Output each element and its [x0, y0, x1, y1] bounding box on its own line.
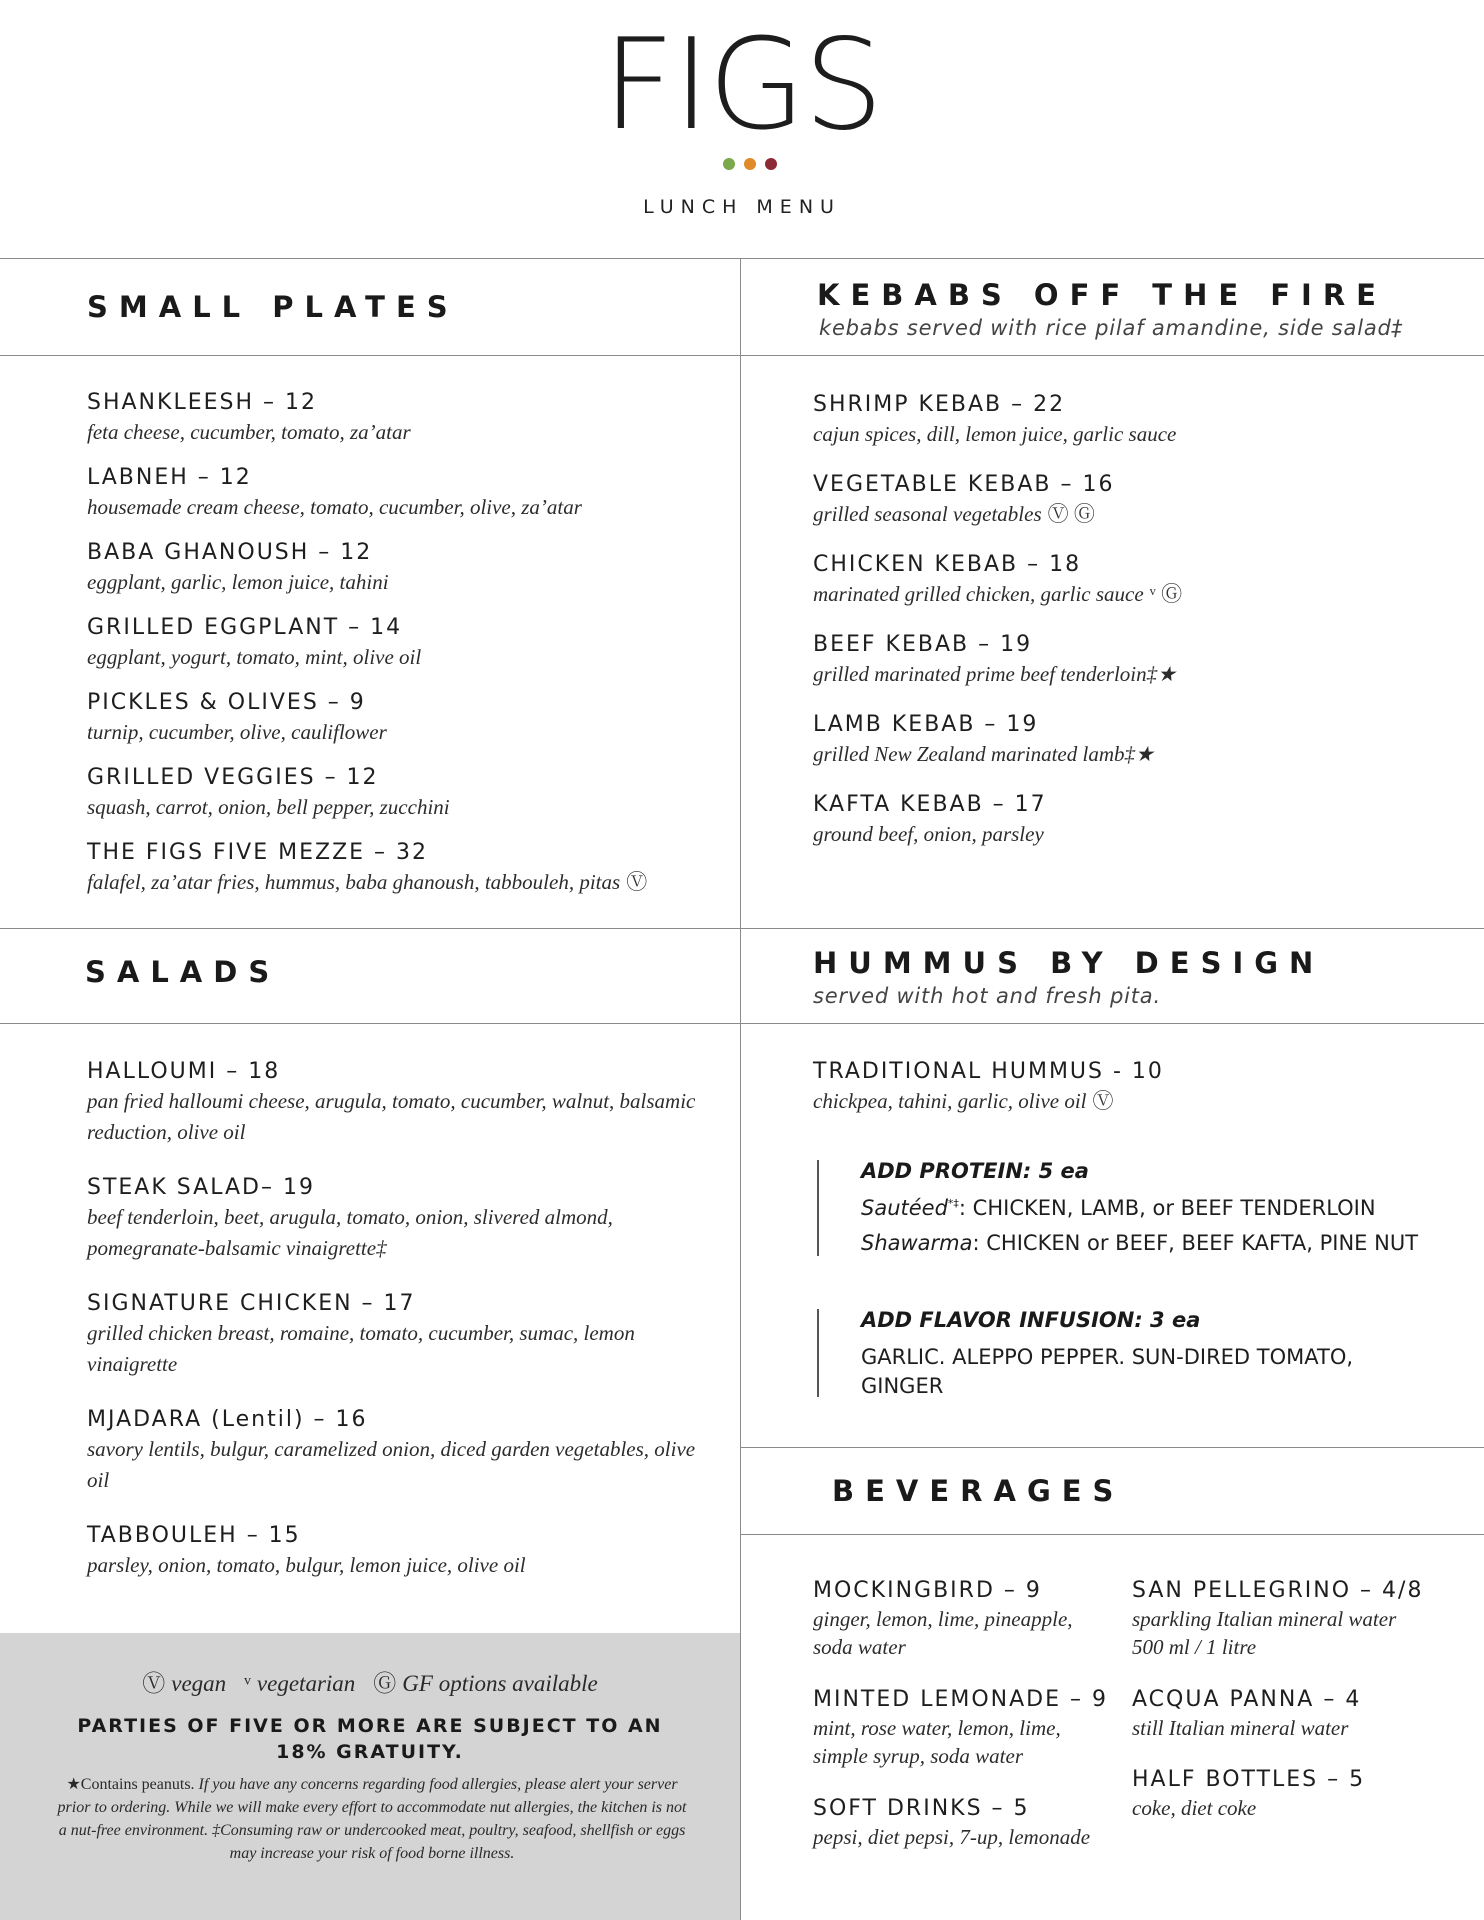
item-desc-row — [813, 579, 1182, 610]
item-desc: beef tenderloin, beet, arugula, tomato, onion, slivered almond, pomegranate-balsamic vinaigrette‡ — [87, 1205, 613, 1260]
item-desc: eggplant, yogurt, tomato, mint, olive oil — [87, 645, 422, 669]
saute-label: Sautéed — [861, 1196, 948, 1220]
logo-dot-red — [765, 158, 777, 170]
item-name: HALF BOTTLES – 5 — [1132, 1767, 1366, 1792]
menu-item — [87, 538, 389, 598]
item-name: PICKLES & OLIVES – 9 — [87, 690, 366, 715]
item-desc: eggplant, garlic, lemon juice, tahini — [87, 570, 389, 594]
item-desc: grilled New Zealand marinated lamb‡★ — [813, 742, 1154, 766]
item-desc: parsley, onion, tomato, bulgur, lemon juice, olive oil — [87, 1553, 526, 1577]
vegan-icon: Ⓥ — [142, 1671, 166, 1696]
item-desc: still Italian mineral water — [1132, 1716, 1349, 1740]
item-desc: squash, carrot, onion, bell pepper, zucchini — [87, 795, 450, 819]
add-protein-heading: ADD PROTEIN: 5 ea — [861, 1159, 1089, 1183]
item-desc: feta cheese, cucumber, tomato, za’atar — [87, 420, 411, 444]
add-flavor — [861, 1305, 1353, 1401]
item-name: ACQUA PANNA – 4 — [1132, 1687, 1362, 1712]
item-desc: pepsi, diet pepsi, 7-up, lemonade — [813, 1825, 1091, 1849]
item-name: GRILLED VEGGIES – 12 — [87, 765, 379, 790]
item-name: BABA GHANOUSH – 12 — [87, 540, 373, 565]
item-name: TABBOULEH – 15 — [87, 1523, 301, 1548]
item-desc: grilled chicken breast, romaine, tomato, cucumber, sumac, lemon vinaigrette — [87, 1321, 635, 1376]
allergy-notice — [52, 1773, 692, 1865]
item-name: BEEF KEBAB – 19 — [813, 632, 1033, 657]
menu-item — [1132, 1765, 1422, 1822]
item-desc: coke, diet coke — [1132, 1796, 1257, 1820]
item-name: KAFTA KEBAB – 17 — [813, 792, 1047, 817]
menu-item — [813, 790, 1047, 850]
menu-item — [813, 1057, 1164, 1117]
legend — [0, 1665, 740, 1698]
allergy-text: If you have any concerns regarding food allergies, please alert your server prior to ordering. While we will make every effort to accommodate nut allergies, the kitchen is not a nut-free environment. ‡Consuming raw or undercooked meat, poultry, seafood, shellfish or eggs may increase your risk of food borne illness. — [57, 1776, 687, 1862]
menu-subtitle: LUNCH MENU — [643, 196, 841, 218]
saute-marks: *‡ — [947, 1197, 959, 1210]
item-desc: housemade cream cheese, tomato, cucumber, olive, za’atar — [87, 495, 582, 519]
section-title-salads: SALADS — [85, 955, 281, 989]
menu-item — [813, 1576, 1103, 1661]
item-desc: pan fried halloumi cheese, arugula, tomato, cucumber, walnut, balsamic reduction, olive oil — [87, 1089, 696, 1144]
divider — [0, 355, 1484, 356]
add-protein — [861, 1156, 1418, 1260]
legend-vegan: vegan — [171, 1671, 227, 1696]
item-name: MJADARA (Lentil) – 16 — [87, 1407, 368, 1432]
vegetarian-icon: ᵛ — [244, 1671, 251, 1696]
menu-item — [87, 1405, 707, 1496]
vegan-gf-icon: Ⓥ Ⓖ — [1047, 502, 1095, 526]
vegetarian-gf-icon: ᵛ Ⓖ — [1149, 582, 1183, 606]
vegan-icon: Ⓥ — [626, 870, 648, 894]
menu-item — [87, 463, 582, 523]
item-desc: turnip, cucumber, olive, cauliflower — [87, 720, 387, 744]
menu-item — [1132, 1576, 1422, 1661]
gf-icon: Ⓖ — [373, 1671, 397, 1696]
item-name: HALLOUMI – 18 — [87, 1059, 281, 1084]
item-name: MOCKINGBIRD – 9 — [813, 1578, 1042, 1603]
divider — [0, 258, 1484, 259]
item-name: GRILLED EGGPLANT – 14 — [87, 615, 403, 640]
peanut-note: ★Contains peanuts. — [66, 1776, 195, 1793]
section-title-small-plates: SMALL PLATES — [87, 290, 459, 324]
item-desc: ground beef, onion, parsley — [813, 822, 1044, 846]
menu-item — [87, 1173, 707, 1264]
legend-gf: GF options available — [402, 1671, 598, 1696]
menu-item — [813, 1685, 1108, 1770]
menu-item — [813, 710, 1154, 770]
item-desc: grilled seasonal vegetables — [813, 502, 1042, 526]
section-title-beverages: BEVERAGES — [832, 1474, 1125, 1508]
addon-bar — [817, 1160, 819, 1256]
item-desc-row — [813, 1086, 1164, 1117]
add-flavor-line: GARLIC. ALEPPO PEPPER. SUN-DIRED TOMATO, — [861, 1345, 1354, 1369]
menu-item — [87, 688, 387, 748]
item-name: CHICKEN KEBAB – 18 — [813, 552, 1082, 577]
item-name: SHANKLEESH – 12 — [87, 390, 317, 415]
divider — [0, 1023, 1484, 1024]
gratuity-notice: PARTIES OF FIVE OR MORE ARE SUBJECT TO AN 18% GRATUITY. — [77, 1715, 663, 1763]
menu-item — [813, 390, 1176, 450]
menu-item — [813, 1794, 1103, 1851]
section-subtitle-kebabs: kebabs served with rice pilaf amandine, side salad‡ — [819, 316, 1403, 340]
logo-dots — [723, 157, 786, 169]
item-desc: grilled marinated prime beef tenderloin‡★ — [813, 662, 1176, 686]
menu-item — [87, 388, 411, 448]
addon-bar — [817, 1309, 819, 1397]
item-name: SHRIMP KEBAB – 22 — [813, 392, 1066, 417]
shawarma-items: : CHICKEN or BEEF, BEEF KAFTA, PINE NUT — [972, 1231, 1419, 1255]
divider — [740, 1534, 1484, 1535]
legend-vegetarian: vegetarian — [256, 1671, 356, 1696]
add-protein-saute — [861, 1186, 1418, 1226]
item-desc: savory lentils, bulgur, caramelized onion, diced garden vegetables, olive oil — [87, 1437, 696, 1492]
add-protein-shawarma — [861, 1226, 1418, 1260]
menu-item — [813, 630, 1176, 690]
menu-item — [813, 550, 1182, 610]
saute-items: : CHICKEN, LAMB, or BEEF TENDERLOIN — [958, 1196, 1376, 1220]
item-desc: falafel, za’atar fries, hummus, baba ghanoush, tabbouleh, pitas — [87, 870, 621, 894]
divider — [740, 1447, 1484, 1448]
divider — [0, 928, 1484, 929]
item-desc: cajun spices, dill, lemon juice, garlic sauce — [813, 422, 1177, 446]
item-name: LAMB KEBAB – 19 — [813, 712, 1039, 737]
item-name: STEAK SALAD– 19 — [87, 1175, 315, 1200]
menu-item — [87, 1057, 707, 1148]
item-desc-row — [87, 867, 647, 898]
section-title-hummus: HUMMUS BY DESIGN — [813, 946, 1325, 980]
item-desc: ginger, lemon, lime, pineapple, soda water — [813, 1607, 1073, 1659]
item-desc: chickpea, tahini, garlic, olive oil — [813, 1089, 1087, 1113]
item-name: LABNEH – 12 — [87, 465, 252, 490]
menu-item — [87, 1521, 707, 1581]
menu-item — [87, 763, 450, 823]
item-name: SAN PELLEGRINO – 4/8 — [1132, 1578, 1424, 1603]
item-name: THE FIGS FIVE MEZZE – 32 — [87, 840, 429, 865]
item-name: TRADITIONAL HUMMUS - 10 — [813, 1059, 1164, 1084]
section-title-kebabs: KEBABS OFF THE FIRE — [817, 278, 1387, 312]
menu-item — [813, 470, 1114, 530]
menu-item — [1132, 1685, 1422, 1742]
item-name: VEGETABLE KEBAB – 16 — [813, 472, 1115, 497]
logo: FIGS — [602, 11, 882, 158]
section-subtitle-hummus: served with hot and fresh pita. — [813, 984, 1161, 1008]
add-flavor-line: GINGER — [861, 1374, 944, 1398]
vegan-icon: Ⓥ — [1092, 1089, 1114, 1113]
shawarma-label: Shawarma — [861, 1231, 973, 1255]
item-desc: mint, rose water, lemon, lime, simple syrup, soda water — [813, 1716, 1061, 1768]
add-flavor-heading: ADD FLAVOR INFUSION: 3 ea — [861, 1308, 1201, 1332]
logo-dot-green — [723, 158, 735, 170]
item-name: MINTED LEMONADE – 9 — [813, 1687, 1108, 1712]
menu-item — [87, 838, 647, 898]
item-desc: sparkling Italian mineral water 500 ml / 1 litre — [1132, 1607, 1397, 1659]
item-desc: marinated grilled chicken, garlic sauce — [813, 582, 1144, 606]
logo-dot-orange — [744, 158, 756, 170]
menu-item — [87, 613, 421, 673]
item-name: SIGNATURE CHICKEN – 17 — [87, 1291, 416, 1316]
menu-item — [87, 1289, 707, 1380]
item-name: SOFT DRINKS – 5 — [813, 1796, 1030, 1821]
column-divider — [740, 258, 741, 1920]
item-desc-row — [813, 499, 1114, 530]
